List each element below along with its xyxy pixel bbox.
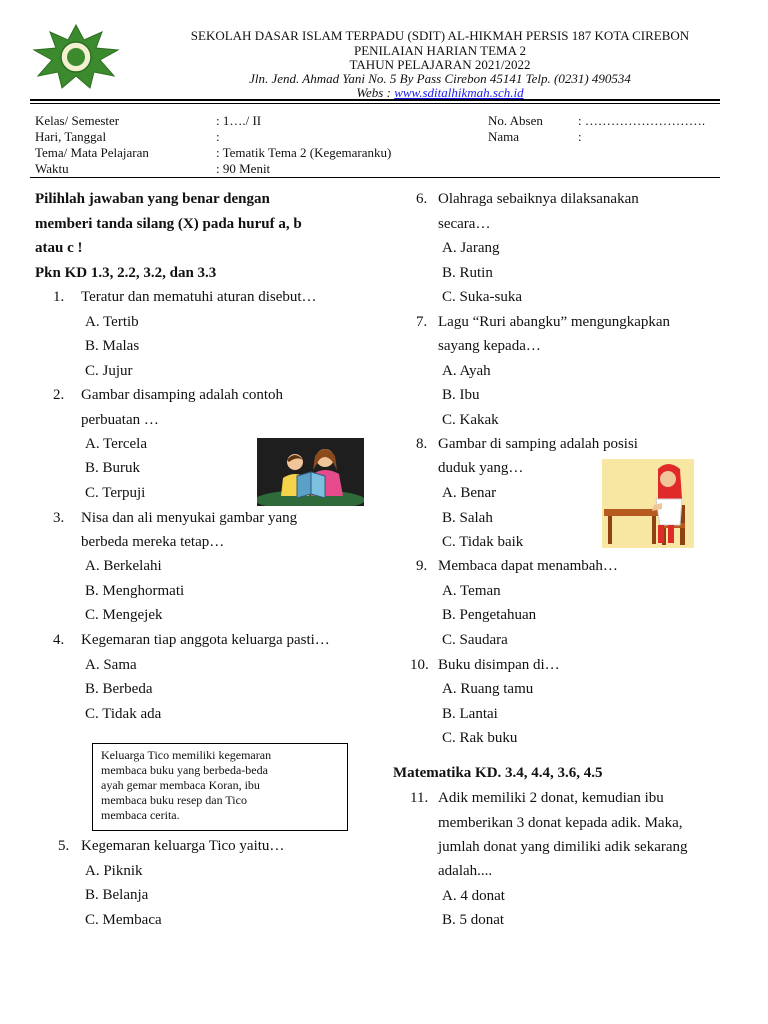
passage-line-4: membaca buku resep dan Tico xyxy=(101,793,247,807)
q1-text: Teratur dan mematuhi aturan disebut… xyxy=(81,289,317,305)
q10-number: 10. xyxy=(410,657,429,673)
passage-line-5: membaca cerita. xyxy=(101,808,180,822)
q3-option-a[interactable]: A. Berkelahi xyxy=(85,558,162,574)
q8-number: 8. xyxy=(416,436,428,452)
q11-text-3: jumlah donat yang dimiliki adik sekarang xyxy=(438,839,688,855)
q6-option-c[interactable]: C. Suka-suka xyxy=(442,289,522,305)
q3-text-2: berbeda mereka tetap… xyxy=(81,534,225,550)
q9-option-b[interactable]: B. Pengetahuan xyxy=(442,607,537,623)
q1-option-b[interactable]: B. Malas xyxy=(85,338,140,354)
waktu-value: : 90 Menit xyxy=(216,161,271,176)
q3-text-1: Nisa dan ali menyukai gambar yang xyxy=(81,510,298,526)
q6-option-a[interactable]: A. Jarang xyxy=(442,240,500,256)
hari-label: Hari, Tanggal xyxy=(35,129,107,144)
tema-value: : Tematik Tema 2 (Kegemaranku) xyxy=(216,145,392,160)
q2-option-a[interactable]: A. Tercela xyxy=(85,436,147,452)
q11-number: 11. xyxy=(410,790,429,806)
q7-text-2: sayang kepada… xyxy=(438,338,541,354)
q1-option-a[interactable]: A. Tertib xyxy=(85,314,139,330)
tema-label: Tema/ Mata Pelajaran xyxy=(35,145,149,160)
q6-text-1: Olahraga sebaiknya dilaksanakan xyxy=(438,191,639,207)
q11-text-4: adalah.... xyxy=(438,863,493,879)
nama-label: Nama xyxy=(488,129,520,144)
q5-option-c[interactable]: C. Membaca xyxy=(85,912,162,928)
q7-number: 7. xyxy=(416,314,428,330)
info-divider xyxy=(30,177,720,178)
q8-option-c[interactable]: C. Tidak baik xyxy=(442,534,524,550)
q10-option-c[interactable]: C. Rak buku xyxy=(442,730,518,746)
q7-option-b[interactable]: B. Ibu xyxy=(442,387,480,403)
school-name: SEKOLAH DASAR ISLAM TERPADU (SDIT) AL-HIKMAH PERSIS 187 KOTA CIREBON xyxy=(190,28,690,43)
website-line xyxy=(120,85,760,100)
passage-box xyxy=(92,743,348,831)
waktu-label: Waktu xyxy=(35,161,69,176)
kelas-value: : 1…./ II xyxy=(216,113,262,128)
assessment-title: PENILAIAN HARIAN TEMA 2 xyxy=(353,43,526,58)
q4-option-b[interactable]: B. Berbeda xyxy=(85,681,153,697)
kelas-label: Kelas/ Semester xyxy=(35,113,120,128)
q3-number: 3. xyxy=(53,510,65,526)
q11-text-2: memberikan 3 donat kepada adik. Maka, xyxy=(438,815,683,831)
instruction-line-2: memberi tanda silang (X) pada huruf a, b xyxy=(35,216,302,232)
q8-option-b[interactable]: B. Salah xyxy=(442,510,493,526)
nama-value: : xyxy=(578,129,582,144)
q6-number: 6. xyxy=(416,191,428,207)
q3-option-b[interactable]: B. Menghormati xyxy=(85,583,185,599)
website-label: Webs : xyxy=(356,85,395,100)
sitting-position-illustration xyxy=(602,459,694,548)
q10-option-a[interactable]: A. Ruang tamu xyxy=(442,681,534,697)
q6-text-2: secara… xyxy=(438,216,491,232)
school-logo xyxy=(30,24,122,90)
q3-option-c[interactable]: C. Mengejek xyxy=(85,607,163,623)
q6-option-b[interactable]: B. Rutin xyxy=(442,265,493,281)
section-matematika: Matematika KD. 3.4, 4.4, 3.6, 4.5 xyxy=(393,765,603,781)
school-address: Jln. Jend. Ahmad Yani No. 5 By Pass Cirebon 45141 Telp. (0231) 490534 xyxy=(249,71,631,86)
q4-option-a[interactable]: A. Sama xyxy=(85,657,137,673)
q2-option-c[interactable]: C. Terpuji xyxy=(85,485,146,501)
q4-option-c[interactable]: C. Tidak ada xyxy=(85,706,162,722)
q5-text: Kegemaran keluarga Tico yaitu… xyxy=(81,838,285,854)
passage-line-1: Keluarga Tico memiliki kegemaran xyxy=(101,748,272,762)
absen-value: : ………………………. xyxy=(578,113,706,128)
q8-text-2: duduk yang… xyxy=(438,460,524,476)
q2-option-b[interactable]: B. Buruk xyxy=(85,460,141,476)
website-link[interactable]: www.sditalhikmah.sch.id xyxy=(394,85,524,100)
q4-text: Kegemaran tiap anggota keluarga pasti… xyxy=(81,632,330,648)
q1-option-c[interactable]: C. Jujur xyxy=(85,363,133,379)
q5-number: 5. xyxy=(58,838,70,854)
q4-number: 4. xyxy=(53,632,65,648)
passage-line-2: membaca buku yang berbeda-beda xyxy=(101,763,268,777)
children-reading-illustration xyxy=(257,438,364,506)
q2-number: 2. xyxy=(53,387,65,403)
q5-option-a[interactable]: A. Piknik xyxy=(85,863,143,879)
q9-number: 9. xyxy=(416,558,428,574)
q8-text-1: Gambar di samping adalah posisi xyxy=(438,436,638,452)
q10-option-b[interactable]: B. Lantai xyxy=(442,706,498,722)
section-pkn: Pkn KD 1.3, 2.2, 3.2, dan 3.3 xyxy=(35,265,217,281)
absen-label: No. Absen xyxy=(488,113,543,128)
q8-option-a[interactable]: A. Benar xyxy=(442,485,497,501)
q2-text-1: Gambar disamping adalah contoh xyxy=(81,387,284,403)
q7-option-c[interactable]: C. Kakak xyxy=(442,412,499,428)
instruction-line-3: atau c ! xyxy=(35,240,83,256)
q11-option-a[interactable]: A. 4 donat xyxy=(442,888,505,904)
q11-text-1: Adik memiliki 2 donat, kemudian ibu xyxy=(438,790,664,806)
hari-value: : xyxy=(216,129,220,144)
academic-year: TAHUN PELAJARAN 2021/2022 xyxy=(349,57,531,72)
q7-text-1: Lagu “Ruri abangku” mengungkapkan xyxy=(438,314,671,330)
q9-text: Membaca dapat menambah… xyxy=(438,558,618,574)
q10-text: Buku disimpan di… xyxy=(438,657,560,673)
header-rule-thin xyxy=(30,103,720,104)
instruction-line-1: Pilihlah jawaban yang benar dengan xyxy=(35,191,270,207)
passage-line-3: ayah gemar membaca Koran, ibu xyxy=(101,778,260,792)
header-rule-thick xyxy=(30,99,720,101)
q11-option-b[interactable]: B. 5 donat xyxy=(442,912,505,928)
q5-option-b[interactable]: B. Belanja xyxy=(85,887,149,903)
q9-option-a[interactable]: A. Teman xyxy=(442,583,501,599)
q1-number: 1. xyxy=(53,289,65,305)
q9-option-c[interactable]: C. Saudara xyxy=(442,632,508,648)
q2-text-2: perbuatan … xyxy=(81,412,159,428)
q7-option-a[interactable]: A. Ayah xyxy=(442,363,491,379)
